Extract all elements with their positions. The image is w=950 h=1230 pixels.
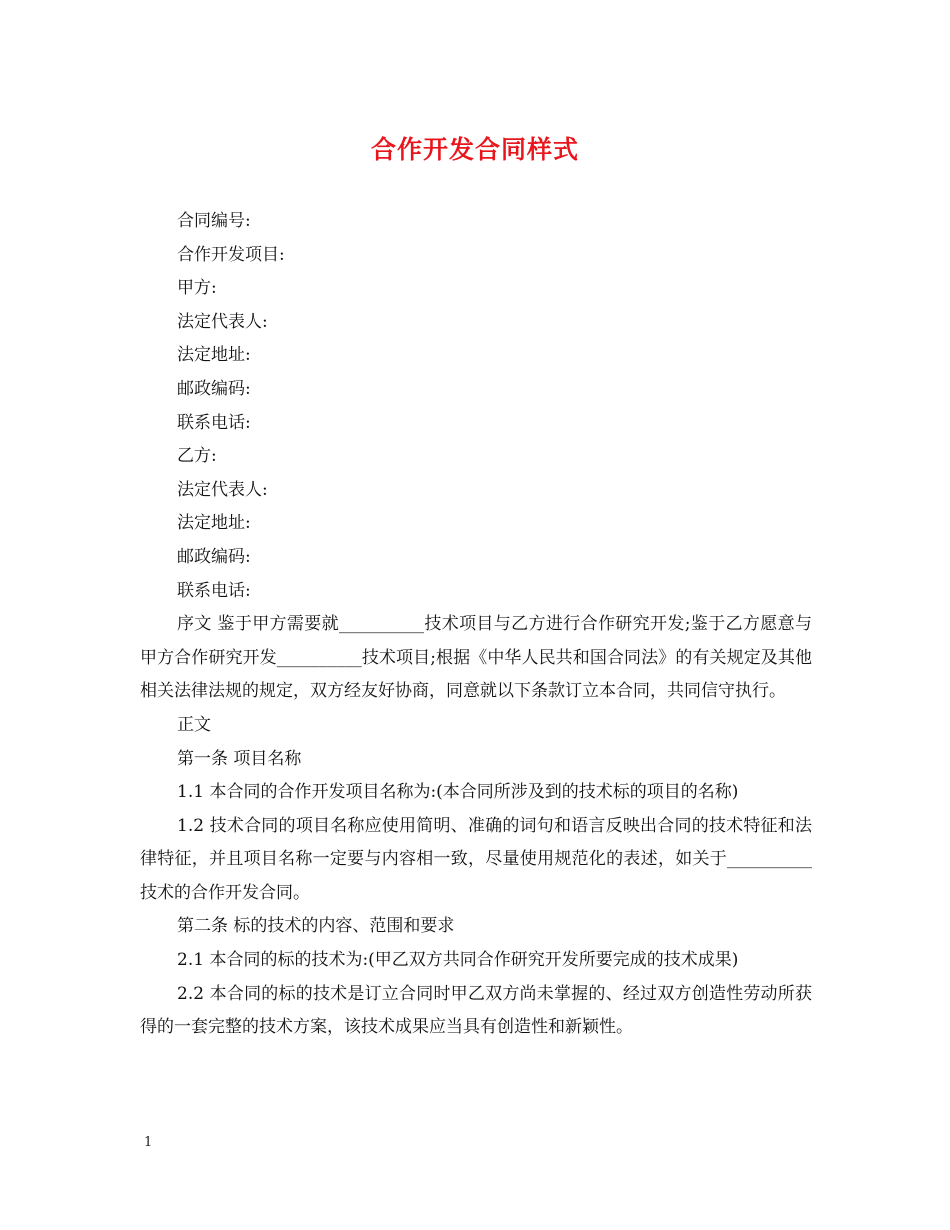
body-heading: 正文 (177, 714, 211, 735)
clause-2-1: 2.1 本合同的标的技术为:(甲乙双方共同合作研究开发所要完成的技术成果) (177, 950, 739, 971)
field-party-a-address: 法定地址: (177, 345, 251, 366)
field-party-b-phone: 联系电话: (177, 580, 251, 601)
clause-1-1: 1.1 本合同的合作开发项目名称为:(本合同所涉及到的技术标的项目的名称) (177, 782, 739, 803)
field-party-b-representative: 法定代表人: (177, 479, 268, 500)
field-party-b-address: 法定地址: (177, 513, 251, 534)
clause-1-2: 1.2 技术合同的项目名称应使用简明、准确的词句和语言反映出合同的技术特征和法律特征，并且项目名称一定要与内容相一致，尽量使用规范化的表述，如关于__________技术的合作开发合同。 (140, 815, 812, 903)
field-contract-number: 合同编号: (177, 211, 251, 231)
field-party-b: 乙方: (177, 446, 217, 467)
field-party-a-representative: 法定代表人: (177, 311, 268, 332)
article-1-heading: 第一条 项目名称 (177, 748, 302, 769)
article-2-heading: 第二条 标的技术的内容、范围和要求 (177, 916, 455, 937)
document-title: 合作开发合同样式 (370, 135, 579, 164)
page-number: 1 (144, 1135, 153, 1150)
field-party-b-postcode: 邮政编码: (177, 546, 251, 567)
clause-2-2: 2.2 本合同的标的技术是订立合同时甲乙双方尚未掌握的、经过双方创造性劳动所获得的一套完整的技术方案，该技术成果应当具有创造性和新颖性。 (140, 983, 812, 1038)
field-party-a-postcode: 邮政编码: (177, 378, 251, 399)
field-project: 合作开发项目: (177, 244, 285, 265)
field-party-a: 甲方: (177, 278, 217, 299)
field-party-a-phone: 联系电话: (177, 412, 251, 433)
document-body (140, 205, 812, 1045)
preamble-paragraph: 序文 鉴于甲方需要就__________技术项目与乙方进行合作研究开发;鉴于乙方愿意与甲方合作研究开发__________技术项目;根据《中华人民共和国合同法》的有关规定及其他相关法律法规的规定，双方经友好协商，同意就以下条款订立本合同，共同信守执行。 (140, 614, 812, 702)
